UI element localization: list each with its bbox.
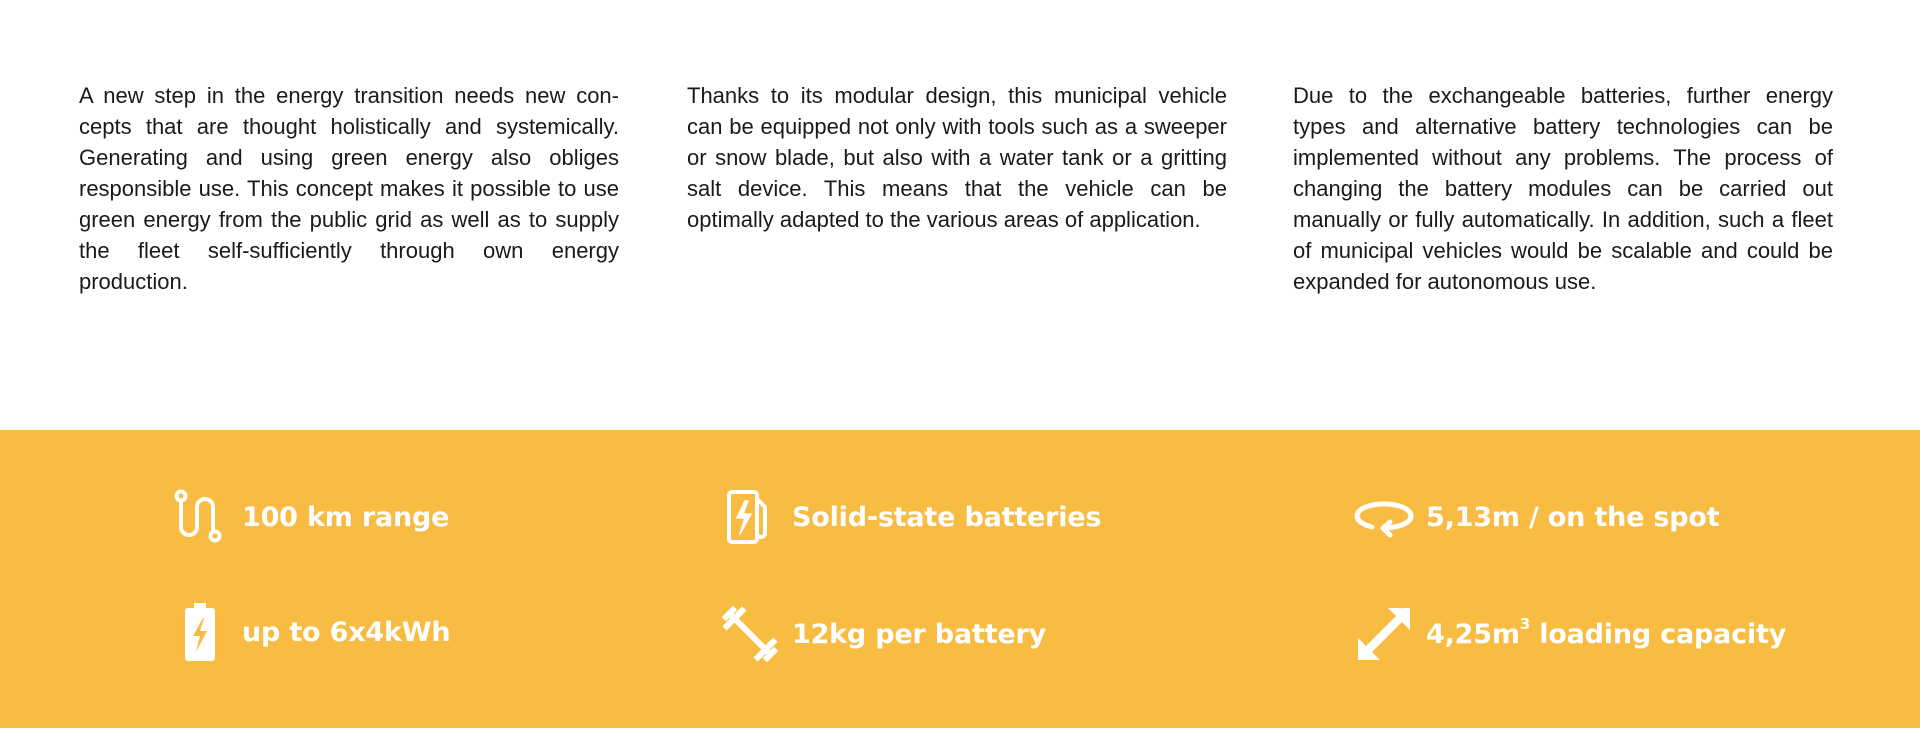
feature-solid-state-batteries bbox=[720, 487, 1101, 547]
features-band bbox=[0, 430, 1920, 728]
route-icon bbox=[170, 487, 230, 547]
bottom-white-strip bbox=[0, 728, 1920, 745]
feature-battery-weight bbox=[720, 604, 1046, 664]
feature-range-label: 100 km range bbox=[242, 501, 450, 533]
feature-loading-capacity bbox=[1354, 604, 1786, 664]
charging-station-icon bbox=[720, 487, 780, 547]
feature-turning-circle bbox=[1354, 487, 1719, 547]
rotate-icon bbox=[1354, 487, 1414, 547]
feature-battery-capacity-label: up to 6x4kWh bbox=[242, 616, 451, 648]
feature-solid-state-batteries-label: Solid-state batteries bbox=[792, 501, 1102, 533]
feature-loading-capacity-label bbox=[1426, 614, 1787, 650]
feature-range bbox=[170, 487, 449, 547]
expand-arrows-icon bbox=[1354, 604, 1414, 664]
cubic-superscript: 3 bbox=[1519, 614, 1531, 633]
feature-turning-circle-label: 5,13m / on the spot bbox=[1426, 501, 1720, 533]
paragraph-exchangeable-batteries: Due to the exchangeable batteries, further energy types and alternative battery technologies can be implemented without any problems. The process of changing the battery modules can be carried out manually or fully automatically. In addition, such a fleet of municipal vehicles would be scalable and could be expanded for autonomous use. bbox=[1293, 83, 1833, 294]
feature-battery-weight-label: 12kg per battery bbox=[792, 618, 1046, 650]
loading-volume-value: 4,25m bbox=[1426, 618, 1520, 650]
battery-charge-icon bbox=[170, 602, 230, 662]
dumbbell-icon bbox=[720, 604, 780, 664]
loading-capacity-text: loading capacity bbox=[1530, 618, 1787, 650]
paragraph-energy-transition: A new step in the energy transition needs new concepts that are thought holistically and systemically. Generating and using green energy also obliges responsible use. This concept makes it possible to use green energy from the public grid as well as to supply the fleet self-sufficiently through own energy production. bbox=[79, 83, 619, 294]
feature-battery-capacity bbox=[170, 602, 450, 662]
paragraph-modular-design: Thanks to its modular design, this municipal vehicle can be equipped not only with tools such as a sweeper or snow blade, but also with a water tank or a gritting salt device. This means that the vehicle can be optimally adapted to the various areas of application. bbox=[687, 83, 1227, 232]
